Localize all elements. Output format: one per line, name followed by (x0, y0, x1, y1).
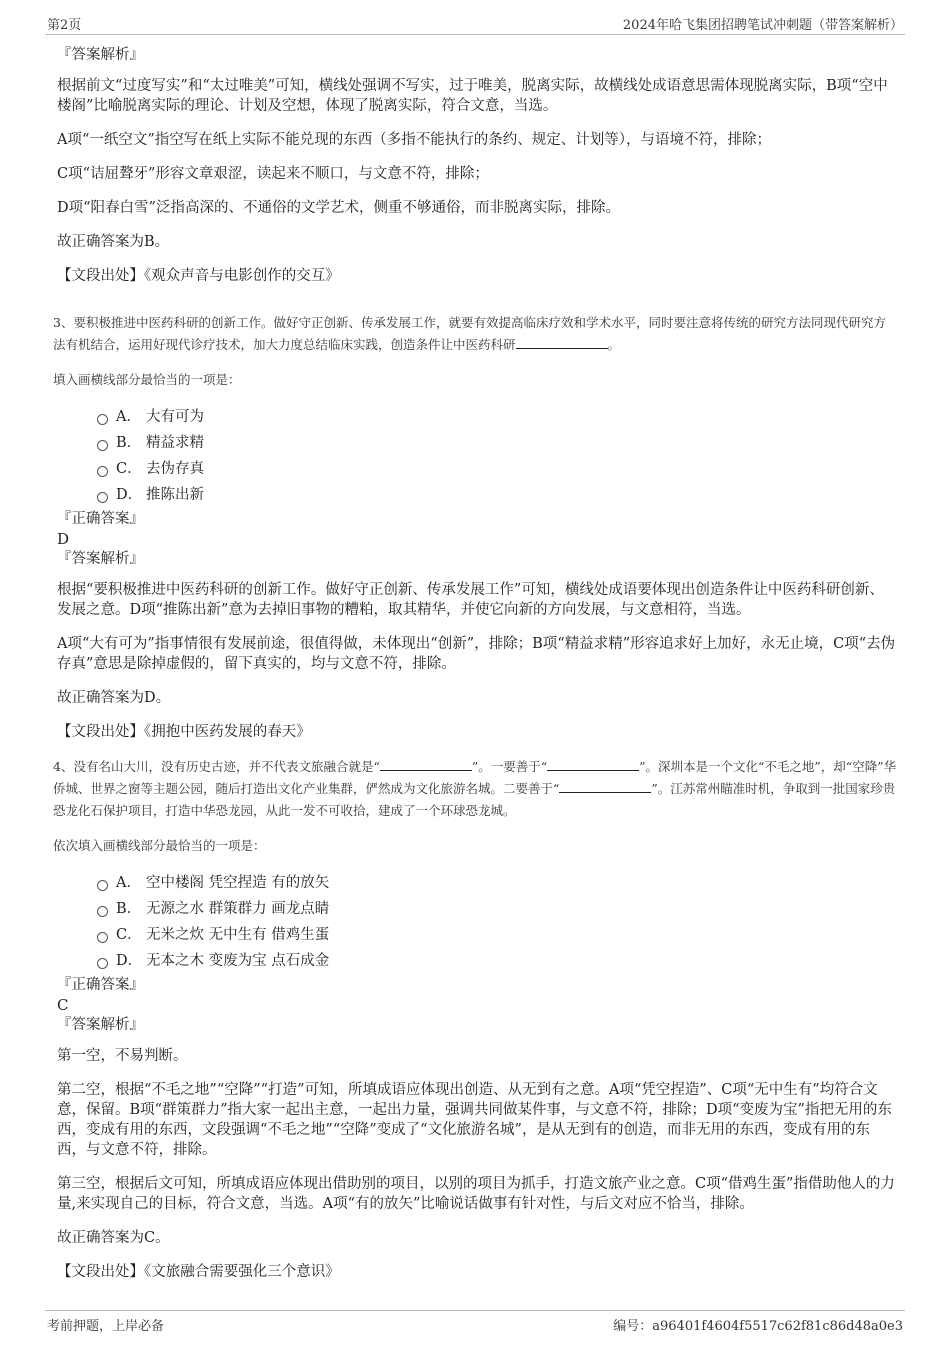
option-text: 大有可为 (146, 409, 204, 425)
analysis-conclusion: 故正确答案为D。 (57, 690, 171, 706)
fill-blank (547, 758, 639, 771)
analysis-paragraph: 第一空，不易判断。 (57, 1048, 188, 1064)
option-letter: D． (116, 953, 143, 969)
radio-icon[interactable] (97, 440, 108, 451)
correct-answer: D (57, 530, 70, 548)
page-header (45, 12, 905, 35)
option-text: 无米之炊 无中生有 借鸡生蛋 (146, 927, 330, 943)
option-text: 空中楼阁 凭空捏造 有的放矢 (146, 875, 330, 891)
analysis-paragraph: D项“阳春白雪”泛指高深的、不通俗的文学艺术，侧重不够通俗，而非脱离实际，排除。 (57, 200, 620, 216)
option-text: 精益求精 (146, 435, 204, 451)
footer-slogan: 考前押题，上岸必备 (47, 1319, 165, 1334)
option-text: 无源之水 群策群力 画龙点睛 (146, 901, 330, 917)
analysis-conclusion: 故正确答案为C。 (57, 1230, 170, 1246)
option-letter: C． (116, 927, 142, 943)
analysis-label: 『答案解析』 (57, 1017, 144, 1033)
analysis-label: 『答案解析』 (57, 47, 144, 63)
question-4-text: 4、没有名山大川，没有历史古迹，并不代表文旅融合就是“ (53, 759, 380, 774)
option-letter: B． (116, 901, 142, 917)
option-a[interactable] (97, 870, 897, 896)
question-3-hint: 填入画横线部分最恰当的一项是： (53, 372, 241, 387)
radio-icon[interactable] (97, 906, 108, 917)
option-letter: A． (116, 409, 141, 425)
option-letter: A． (116, 875, 141, 891)
analysis-paragraph: 根据前文“过度写实”和“太过唯美”可知，横线处强调不写实，过于唯美，脱离实际，故横线处成语意思需体现脱离实际，B项“空中楼阁”比喻脱离实际的理论、计划及空想，体现了脱离实际，符合文意，当选。 (57, 78, 888, 114)
correct-answer-label: 『正确答案』 (57, 977, 144, 993)
question-3-stem (53, 312, 897, 356)
analysis-paragraph: A项“大有可为”指事情很有发展前途，很值得做，未体现出“创新”，排除；B项“精益求精”形容追求好上加好，永无止境，C项“去伪存真”意思是除掉虚假的，留下真实的，均与文意不符，排除。 (57, 636, 896, 672)
question-4-text: ”。深圳本是一个文化“不毛之地”，却“空降”华侨城、世界之窗等主题公园，随后打造出文化产业集群，俨然成为文化旅游名城。二要善于“ (53, 759, 897, 796)
fill-blank (516, 336, 608, 349)
option-c[interactable] (97, 922, 897, 948)
option-letter: D． (116, 487, 143, 503)
fill-blank (380, 758, 472, 771)
analysis-label: 『答案解析』 (57, 551, 144, 567)
document-id: 编号：a96401f4604f5517c62f81c86d48a0e3 (613, 1319, 903, 1334)
option-c[interactable] (97, 456, 897, 482)
radio-icon[interactable] (97, 492, 108, 503)
question-4-hint: 依次填入画横线部分最恰当的一项是： (53, 838, 266, 853)
option-b[interactable] (97, 896, 897, 922)
question-4-text: ”。江苏常州瞄准时机，争取到一批国家珍贵恐龙化石保护项目，打造中华恐龙园，从此一发不可收拾，建成了一个环球恐龙城。 (53, 781, 896, 818)
question-3-options (57, 404, 897, 508)
radio-icon[interactable] (97, 880, 108, 891)
correct-answer: C (57, 996, 69, 1014)
option-text: 去伪存真 (146, 461, 204, 477)
document-title: 2024年哈飞集团招聘笔试冲刺题（带答案解析） (622, 18, 903, 33)
correct-answer-label: 『正确答案』 (57, 511, 144, 527)
analysis-paragraph: C项“诘屈聱牙”形容文章艰涩，读起来不顺口，与文意不符，排除； (57, 166, 489, 182)
page-footer (45, 1310, 905, 1335)
question-4-options (57, 870, 897, 974)
analysis-paragraph: 第三空，根据后文可知，所填成语应体现出借助别的项目，以别的项目为抓手，打造文旅产业之意。C项“借鸡生蛋”指借助他人的力量,来实现自己的目标，符合文意，当选。A项“有的放矢”比喻说话做事有针对性，与后文对应不恰当，排除。 (57, 1176, 895, 1212)
question-3-text: 3、要积极推进中医药科研的创新工作。做好守正创新、传承发展工作，就要有效提高临床疗效和学术水平，同时要注意将传统的研究方法同现代研究方法有机结合，运用好现代诊疗技术，加大力度总结临床实践，创造条件让中医药科研 (53, 315, 886, 352)
radio-icon[interactable] (97, 932, 108, 943)
option-a[interactable] (97, 404, 897, 430)
option-letter: B． (116, 435, 142, 451)
radio-icon[interactable] (97, 466, 108, 477)
analysis-paragraph: 根据“要积极推进中医药科研的创新工作。做好守正创新、传承发展工作”可知，横线处成语要体现出创造条件让中医药科研创新、发展之意。D项“推陈出新”意为去掉旧事物的糟粕，取其精华，并使它向新的方向发展，与文意相符，当选。 (57, 582, 884, 618)
analysis-paragraph: 第二空，根据“不毛之地”“空降”“打造”可知，所填成语应体现出创造、从无到有之意。A项“凭空捏造”、C项“无中生有”均符合文意，保留。B项“群策群力”指大家一起出主意，一起出力量，强调共同做某件事，与文意不符，排除；D项“变废为宝”指把无用的东西，变成有用的东西，文段强调“不毛之地”“空降”变成了“文化旅游名城”，是从无到有的创造，而非无用的东西，变成有用的东西，与文意不符，排除。 (57, 1082, 892, 1158)
question-4-stem (53, 756, 897, 822)
source-citation: 【文段出处】《文旅融合需要强化三个意识》 (57, 1264, 340, 1280)
analysis-conclusion: 故正确答案为B。 (57, 234, 170, 250)
option-b[interactable] (97, 430, 897, 456)
source-citation: 【文段出处】《观众声音与电影创作的交互》 (57, 268, 340, 284)
option-letter: C． (116, 461, 142, 477)
fill-blank (559, 780, 651, 793)
analysis-paragraph: A项“一纸空文”指空写在纸上实际不能兑现的东西（多指不能执行的条约、规定、计划等），与语境不符，排除； (57, 132, 772, 148)
option-d[interactable] (97, 482, 897, 508)
option-d[interactable] (97, 948, 897, 974)
document-body (53, 44, 897, 1282)
radio-icon[interactable] (97, 414, 108, 425)
page-number: 第2页 (47, 18, 82, 33)
radio-icon[interactable] (97, 958, 108, 969)
question-3-text-end: 。 (607, 337, 621, 352)
source-citation: 【文段出处】《拥抱中医药发展的春天》 (57, 724, 311, 740)
question-4-text: ”。一要善于“ (471, 759, 548, 774)
option-text: 推陈出新 (146, 487, 204, 503)
option-text: 无本之木 变废为宝 点石成金 (146, 953, 330, 969)
